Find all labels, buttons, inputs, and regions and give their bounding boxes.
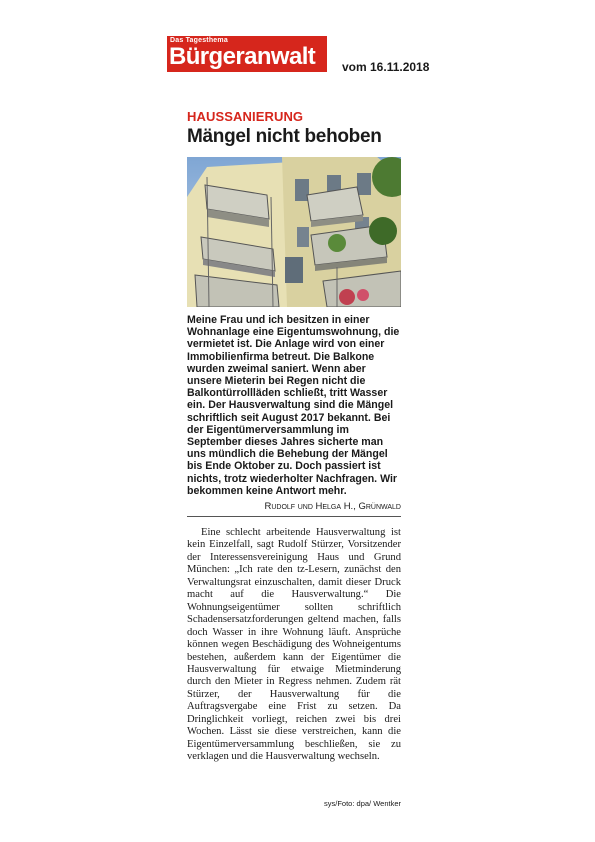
- photo-credit: sys/Foto: dpa/ Wentker: [324, 799, 401, 808]
- expert-answer: [187, 527, 401, 764]
- section-label: HAUSSANIERUNG: [187, 109, 304, 124]
- article-headline: Mängel nicht behoben: [187, 126, 382, 147]
- masthead-wordmark: Bürgeranwalt: [169, 43, 316, 70]
- expert-answer-text: Eine schlecht arbeitende Hausverwaltung ist kein Einzelfall, sagt Rudolf Stürzer, Vorsitzender der Interessensvereinigung Haus und Grund München: „Ich rate den tz-Lesern, zunächst den Verwaltungsrat einzuschalten, damit dieser Druck macht auf die Hausverwaltung.“ Die Wohnungseigentümer sollten schriftlich Schadensersatzforderungen geltend machen, falls doch Wasser in ihre Wohnung läuft. Ansprüche können wegen Beschädigung des Wohneigentums bestehen, außerdem kann der Eigentümer die Hausverwaltung für etwaige Mietminderung durch den Mieter in Regress nehmen. Zudem rät Stürzer, der Hausverwaltung für die Auftragsvergabe eine Frist zu setzen. Da Dringlichkeit vorliegt, reichen zwei bis drei Wochen. Lässt sie diese verstreichen, kann die Eigentümerversammlung beschließen, sie zu verklagen und die Hausverwaltung wechseln.: [187, 527, 401, 763]
- masthead-kicker: Das Tagesthema: [170, 37, 228, 44]
- reader-letter-text: Meine Frau und ich besitzen in einer Wohnanlage eine Eigentumswohnung, die vermietet ist. Die Anlage wird von einer Immobilienfirma betreut. Die Balkone wurden zweimal saniert. Wenn aber unsere Mieterin bei Regen nicht die Balkontürrollläden schließt, tritt Wasser ein. Der Hausverwaltung sind die Mängel schriftlich seit August 2017 bekannt. Bei der Eigentümerversammlung im September dieses Jahres sicherte man uns mündlich die Behebung der Mängel bis Ende Oktober zu. Doch passiert ist nichts, trotz wiederholter Nachfragen. Wir bekommen keine Antwort mehr.: [187, 314, 400, 497]
- building-balconies-photo: [187, 157, 401, 307]
- letter-signature: Rudolf und Helga H., Grünwald: [264, 501, 401, 512]
- masthead-logo: [167, 36, 327, 72]
- issue-date: vom 16.11.2018: [342, 60, 430, 74]
- reader-letter: [187, 314, 401, 497]
- divider: [187, 516, 401, 517]
